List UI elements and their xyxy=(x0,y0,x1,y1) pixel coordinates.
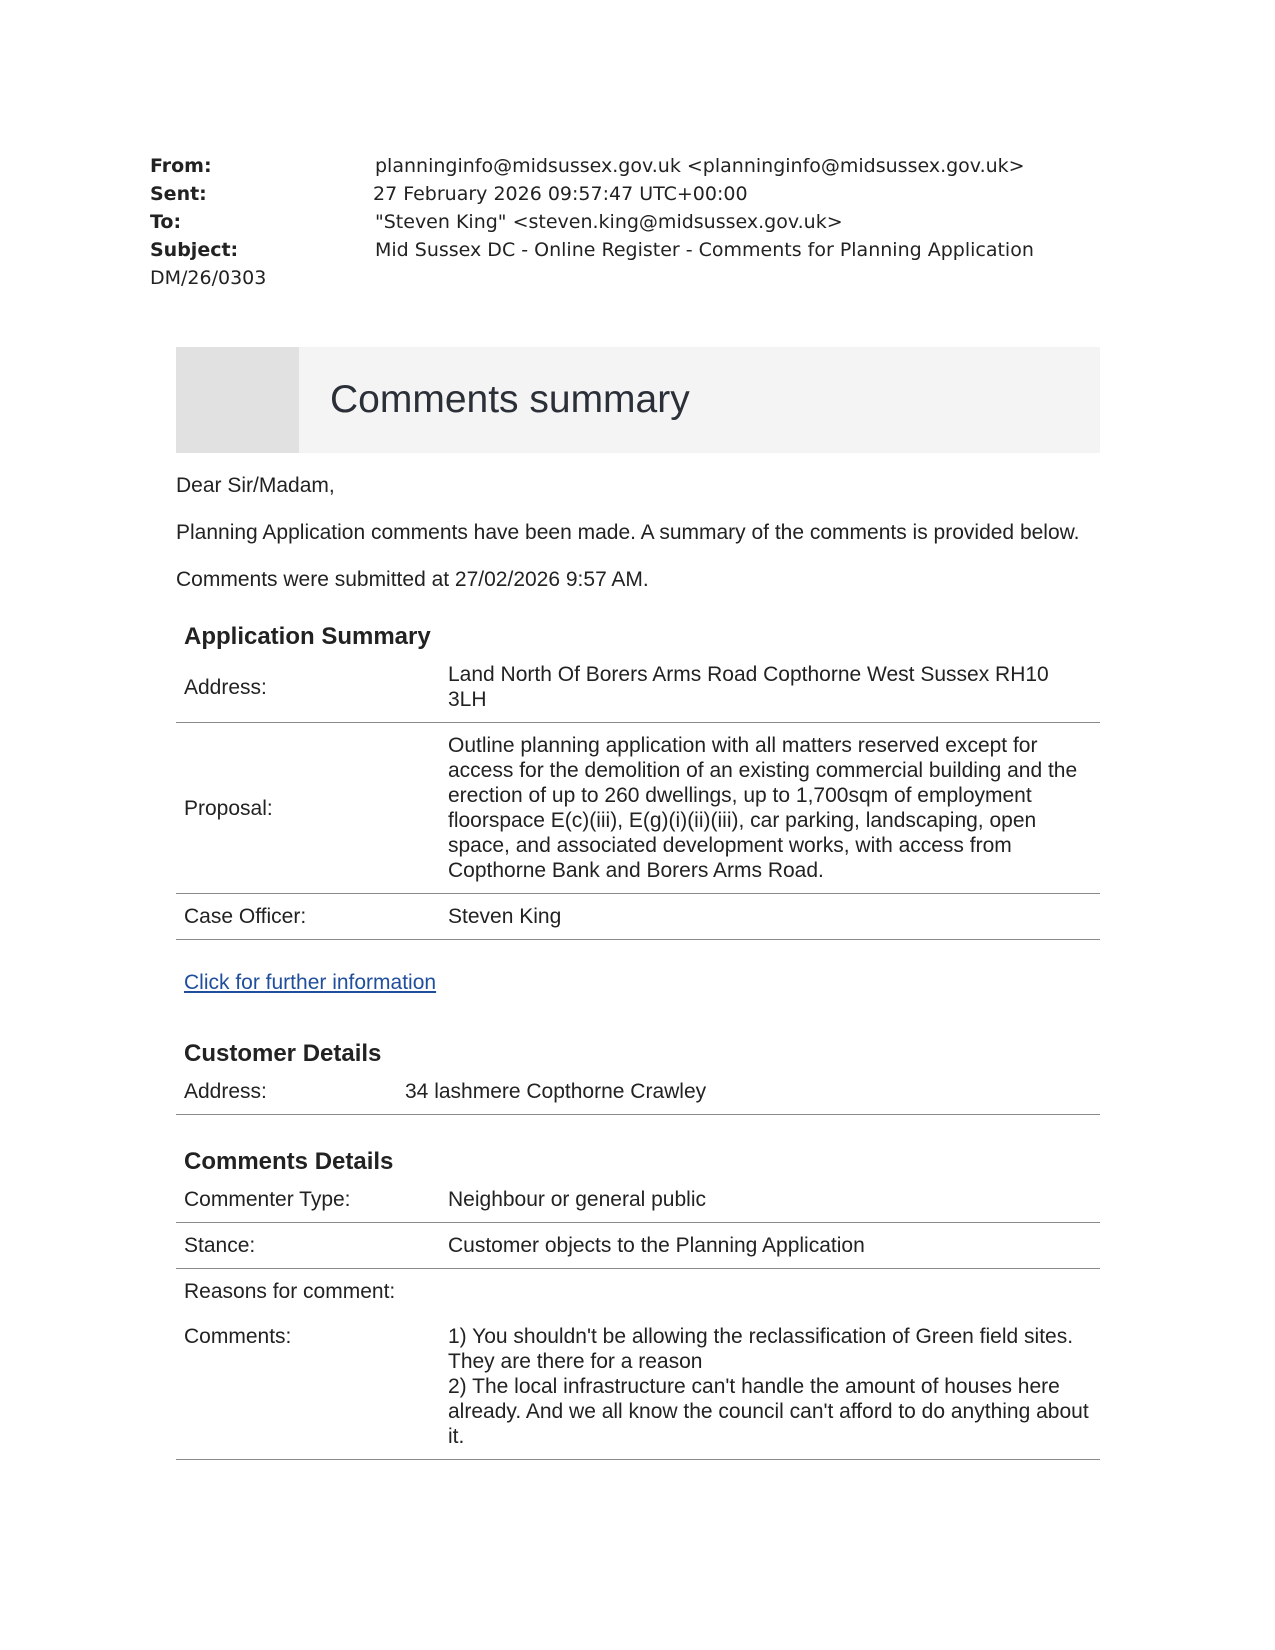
customer-address-row xyxy=(176,1069,1100,1115)
stance-value: Customer objects to the Planning Application xyxy=(440,1223,1100,1269)
subject-label: Subject: xyxy=(150,239,239,261)
sent-label: Sent: xyxy=(150,183,207,205)
stance-label: Stance: xyxy=(176,1223,440,1269)
proposal-value: Outline planning application with all matters reserved except for access for the demolition of an existing commercial building and the erection of up to 260 dwellings, up to 1,700sqm of employment floorspace E(c)(iii), E(g)(i)(ii)(iii), car parking, landscaping, open space, and associated development works, with access from Copthorne Bank and Borers Arms Road. xyxy=(440,723,1100,894)
banner-accent-block xyxy=(176,347,299,453)
greeting: Dear Sir/Madam, xyxy=(176,474,335,497)
reasons-label: Reasons for comment: xyxy=(184,1280,396,1303)
summary-banner xyxy=(176,347,1100,453)
customer-address-label: Address: xyxy=(176,1069,397,1115)
banner-title: Comments summary xyxy=(330,378,690,421)
comments-row xyxy=(176,1314,1100,1460)
intro-line-2: Comments were submitted at 27/02/2026 9:57 AM. xyxy=(176,568,649,591)
from-value: planninginfo@midsussex.gov.uk <planninginfo@midsussex.gov.uk> xyxy=(375,155,1025,177)
proposal-row xyxy=(176,723,1100,894)
subject-value: Mid Sussex DC - Online Register - Comments for Planning Application xyxy=(375,239,1034,261)
subject-continuation: DM/26/0303 xyxy=(150,267,267,289)
email-header xyxy=(150,152,1150,292)
subject-row xyxy=(150,236,1150,264)
case-officer-label: Case Officer: xyxy=(176,894,440,940)
email-body xyxy=(176,347,1100,1460)
sent-row xyxy=(150,180,1150,208)
comment-line-1: 1) You shouldn't be allowing the reclassification of Green field sites. They are there for a reason xyxy=(448,1325,1074,1373)
comments-label: Comments: xyxy=(176,1314,440,1460)
stance-row xyxy=(176,1223,1100,1269)
address-label: Address: xyxy=(176,652,440,723)
reasons-row xyxy=(176,1269,1100,1315)
comments-details-heading: Comments Details xyxy=(184,1148,394,1175)
further-info-link-wrap xyxy=(176,970,1100,995)
customer-details-table xyxy=(176,1069,1100,1115)
address-row xyxy=(176,652,1100,723)
reasons-value xyxy=(440,1269,1100,1315)
case-officer-row xyxy=(176,894,1100,940)
application-summary-heading: Application Summary xyxy=(184,623,431,650)
further-info-link[interactable]: Click for further information xyxy=(184,971,437,994)
from-row xyxy=(150,152,1150,180)
comments-details-table xyxy=(176,1177,1100,1460)
intro-line-1: Planning Application comments have been made. A summary of the comments is provided below. xyxy=(176,521,1080,544)
sent-value: 27 February 2026 09:57:47 UTC+00:00 xyxy=(373,183,748,205)
application-summary-table xyxy=(176,652,1100,940)
commenter-type-label: Commenter Type: xyxy=(176,1177,440,1223)
commenter-type-value: Neighbour or general public xyxy=(440,1177,1100,1223)
address-value: Land North Of Borers Arms Road Copthorne West Sussex RH10 3LH xyxy=(440,652,1100,723)
to-label: To: xyxy=(150,211,182,233)
to-row xyxy=(150,208,1150,236)
comments-value xyxy=(440,1314,1100,1460)
proposal-label: Proposal: xyxy=(176,723,440,894)
case-officer-value: Steven King xyxy=(440,894,1100,940)
comment-line-2: 2) The local infrastructure can't handle the amount of houses here already. And we all know the council can't afford to do anything about it. xyxy=(448,1375,1089,1448)
to-value: "Steven King" <steven.king@midsussex.gov.uk> xyxy=(375,211,843,233)
commenter-type-row xyxy=(176,1177,1100,1223)
customer-address-value: 34 lashmere Copthorne Crawley xyxy=(397,1069,1100,1115)
customer-details-heading: Customer Details xyxy=(184,1040,382,1067)
from-label: From: xyxy=(150,155,212,177)
